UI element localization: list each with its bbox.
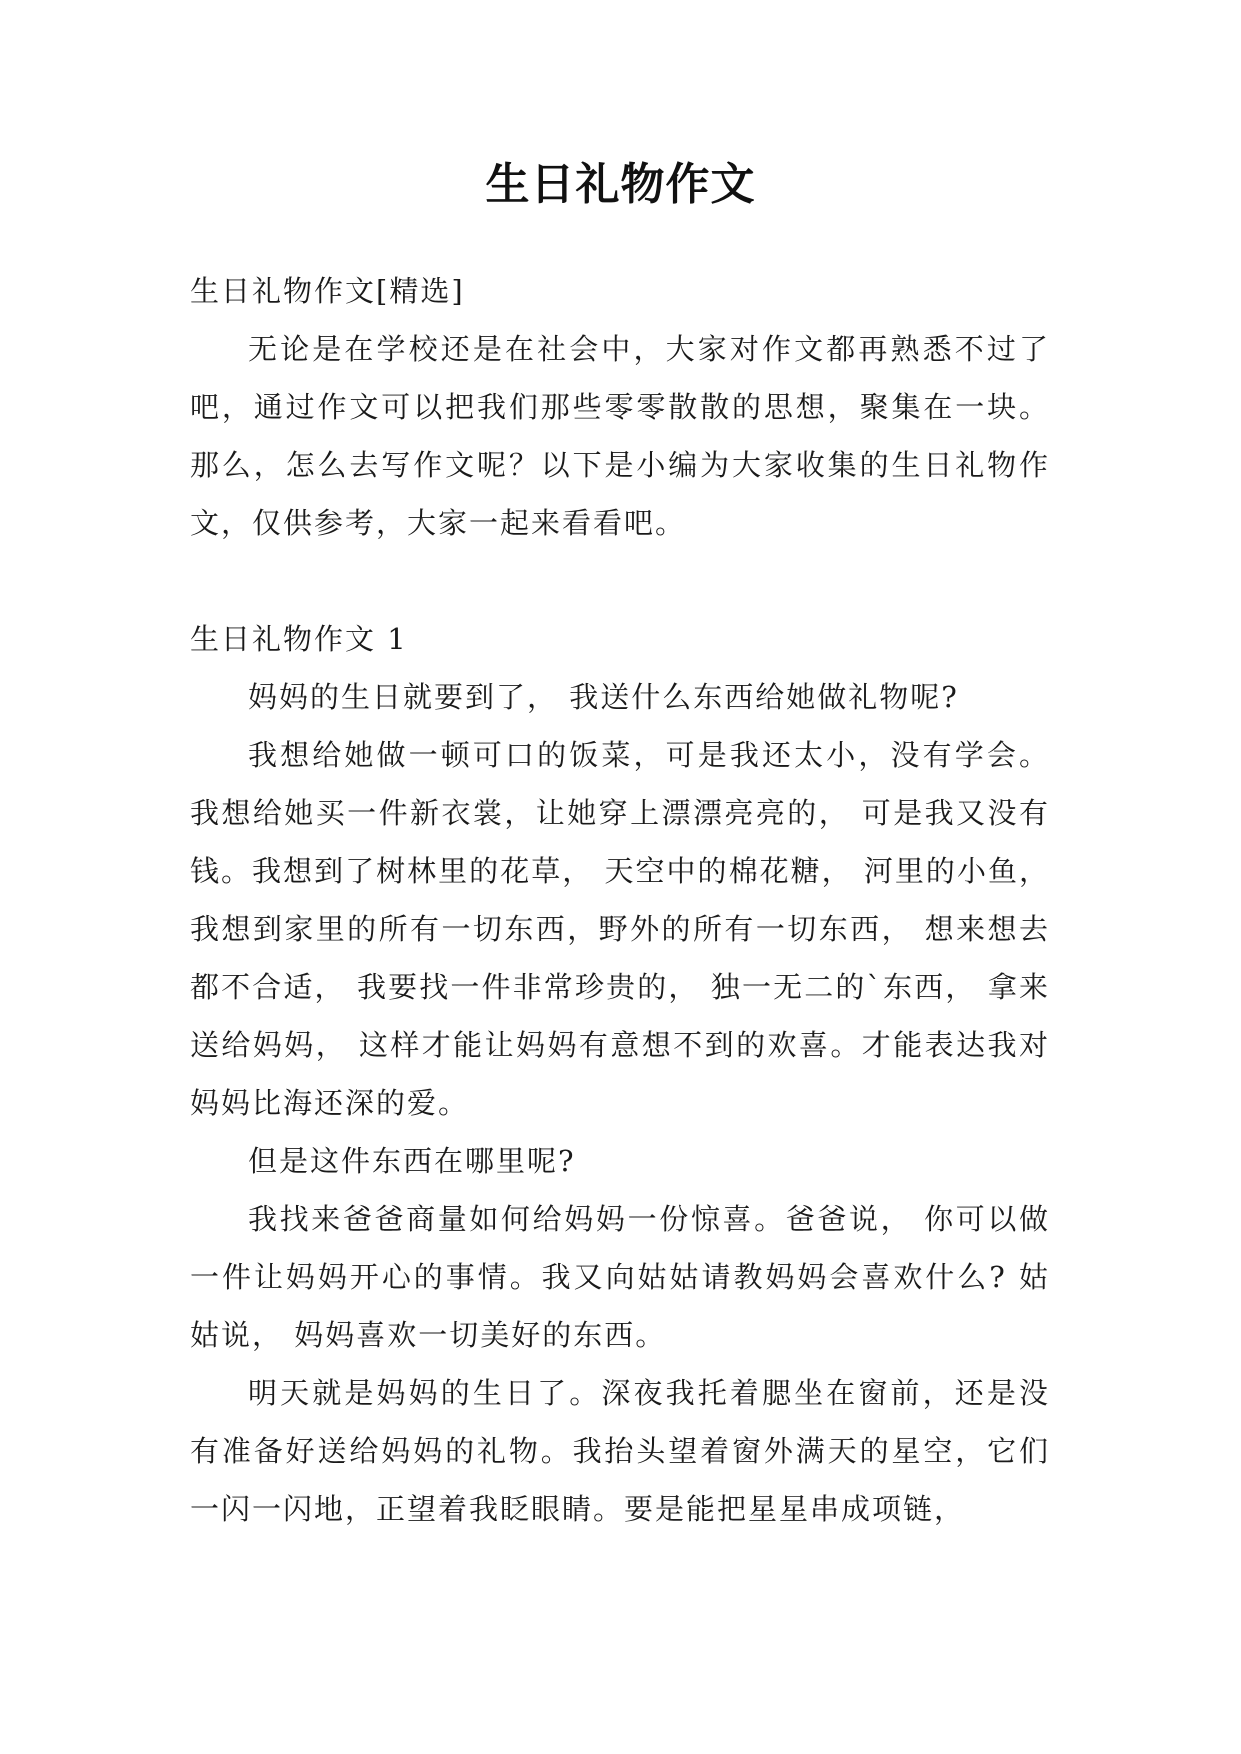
section1-paragraph: 但是这件东西在哪里呢? <box>248 1144 576 1178</box>
document-title: 生日礼物作文 <box>485 159 756 210</box>
section1-paragraph: 我想给她做一顿可口的饭菜，可是我还太小，没有学会。我想给她买一件新衣裳，让她穿上漂漂亮亮的， 可是我又没有钱。我想到了树林里的花草， 天空中的棉花糖， 河里的小鱼， 我想到家里的所有一切东西，野外的所有一切东西， 想来想去都不合适， 我要找一件非常珍贵的， 独一无二的`东西， 拿来送给妈妈， 这样才能让妈妈有意想不到的欢喜。才能表达我对妈妈比海还深的爱。 <box>190 738 1050 1120</box>
document-body <box>190 262 1050 1538</box>
intro-paragraph: 无论是在学校还是在社会中，大家对作文都再熟悉不过了吧，通过作文可以把我们那些零零散散的思想，聚集在一块。那么，怎么去写作文呢？以下是小编为大家收集的生日礼物作文，仅供参考，大家一起来看看吧。 <box>190 332 1050 540</box>
intro-heading: 生日礼物作文[精选] <box>190 274 465 308</box>
section1-paragraph: 我找来爸爸商量如何给妈妈一份惊喜。爸爸说， 你可以做一件让妈妈开心的事情。我又向姑姑请教妈妈会喜欢什么? 姑姑说， 妈妈喜欢一切美好的东西。 <box>190 1202 1050 1352</box>
section-spacer <box>190 552 1050 610</box>
section1-heading: 生日礼物作文 1 <box>190 622 408 656</box>
section1-paragraph: 妈妈的生日就要到了， 我送什么东西给她做礼物呢? <box>248 680 959 714</box>
section1-paragraph: 明天就是妈妈的生日了。深夜我托着腮坐在窗前，还是没有准备好送给妈妈的礼物。我抬头望着窗外满天的星空，它们一闪一闪地，正望着我眨眼睛。要是能把星星串成项链， <box>190 1376 1050 1526</box>
